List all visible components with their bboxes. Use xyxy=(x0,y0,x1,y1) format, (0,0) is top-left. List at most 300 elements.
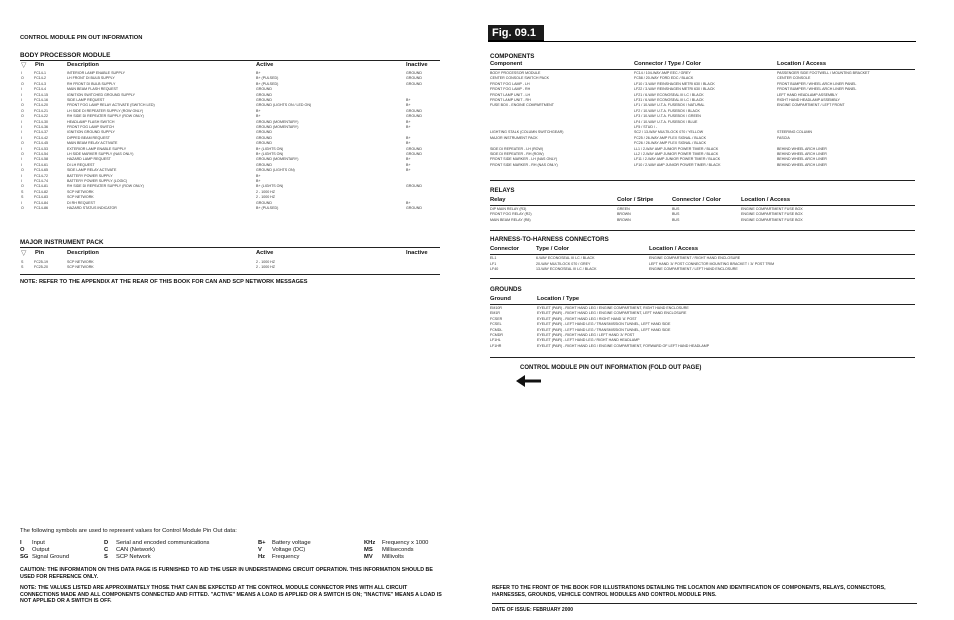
symbol-value: Frequency x 1000 xyxy=(382,540,429,546)
symbol-key: I xyxy=(20,540,22,546)
cell-desc: IGNITION GROUND SUPPLY xyxy=(67,130,115,135)
cell-c: FRONT FOG LAMP - RH xyxy=(490,87,531,92)
cell-io: S xyxy=(21,195,24,200)
cell-pin: FC14-74 xyxy=(34,179,48,183)
cell-c: BODY PROCESSOR MODULE xyxy=(490,71,541,75)
cell-t: LL1 / 2-WAY AMP JUNIOR POWER TIMER / BLACK xyxy=(634,146,719,151)
table-row xyxy=(20,93,440,98)
cell-c: FRONT SIDE MARKER - RH (NAS ONLY) xyxy=(490,162,558,167)
cell-inactive: B+ xyxy=(406,162,411,167)
symbol-key: Hz xyxy=(258,554,266,560)
table-row xyxy=(490,141,915,146)
symbol-key: KHz xyxy=(364,540,376,546)
cell-l: PASSENGER SIDE FOOTWELL / MOUNTING BRACKET xyxy=(777,71,870,75)
cell-desc: MAIN BEAM RELAY ACTIVATE xyxy=(67,141,118,146)
cell-io: I xyxy=(21,173,22,178)
cell-inactive: B+ xyxy=(406,135,411,140)
cell-inactive: B+ xyxy=(406,200,411,205)
harness-title: HARNESS-TO-HARNESS CONNECTORS xyxy=(490,236,609,243)
cell-pin: FC14-15 xyxy=(34,92,48,97)
cell-t: LF31 / 6-WAY ECONOSEAL III LC / BLACK xyxy=(634,98,704,102)
cell-s: BROWN xyxy=(617,217,631,222)
table-row xyxy=(490,120,915,125)
cell-l: FRONT BUMPER / WHEEL ARCH LINER PANEL xyxy=(777,81,857,86)
cell-desc: SIDE LAMP RELAY ACTIVATE xyxy=(67,168,117,173)
cell-c: LIGHTING STALK (COLUMN SWITCHGEAR) xyxy=(490,130,564,135)
table-row xyxy=(490,344,915,349)
cell-l: ENGINE COMPARTMENT / LEFT HAND ENCLOSURE xyxy=(649,267,738,272)
cell-pin: FC14-45 xyxy=(34,141,48,146)
cell-l: BEHIND WHEEL ARCH LINER xyxy=(777,162,827,167)
cell-pin: FC14-42 xyxy=(34,135,48,140)
col-color: Color / Stripe xyxy=(617,197,654,203)
table-row xyxy=(490,157,915,162)
cell-r: DIP MAIN RELAY (R3) xyxy=(490,207,527,211)
cell-c: LF40 xyxy=(490,267,499,272)
cell-io: I xyxy=(21,119,22,124)
grounds-title: GROUNDS xyxy=(490,286,522,293)
cell-active: 2 - 1000 HZ xyxy=(256,260,275,264)
cell-t: LF10 / 3-WAY REINSHAGEN METRI 630 / BLACK xyxy=(634,81,715,86)
cell-active: B+ xyxy=(256,71,261,75)
col-location: Location / Access xyxy=(777,61,827,67)
cell-g: EM1R xyxy=(490,311,500,316)
cell-l: EYELET (PAIR) - RIGHT HAND LEG / LEFT HAND 'A' POST xyxy=(537,333,635,337)
cell-inactive: GROUND xyxy=(406,184,422,189)
table-row xyxy=(490,328,915,333)
harness-table xyxy=(490,256,915,274)
cell-inactive: B+ xyxy=(406,125,411,129)
cell-l: EYELET (PAIR) - RIGHT HAND LEG / ENGINE COMPARTMENT, RIGHT HAND ENCLOSURE xyxy=(537,306,689,310)
cell-desc: FRONT FOG LAMP RELAY ACTIVATE (SWITCH LED) xyxy=(67,103,155,108)
cell-t: 13-WAY ECONOSEAL III LC / BLACK xyxy=(536,267,597,272)
symbol-key: B+ xyxy=(258,540,266,546)
table-row xyxy=(490,130,915,135)
cell-c: BUS xyxy=(672,212,680,217)
table-row xyxy=(490,103,915,108)
cell-active: B+ (LIGHTS ON) xyxy=(256,184,284,189)
col-ground: Ground xyxy=(490,296,511,302)
components-header xyxy=(490,61,915,69)
mip-header xyxy=(20,250,440,258)
cell-desc: MAIN BEAM FLASH REQUEST xyxy=(67,87,119,92)
symbol-value: Signal Ground xyxy=(32,554,70,560)
cell-c: FRONT FOG LAMP - LH xyxy=(490,81,530,86)
table-row xyxy=(20,130,440,135)
bpm-header xyxy=(20,62,440,70)
cell-io: I xyxy=(21,162,22,167)
cell-inactive: B+ xyxy=(406,119,411,124)
symbols-intro: The following symbols are used to represent values for Control Module Pin Out data: xyxy=(20,528,237,534)
table-row xyxy=(490,218,915,223)
cell-pin: FC14-82 xyxy=(34,189,48,194)
symbol-value: Voltage (DC) xyxy=(272,547,306,553)
cell-inactive: GROUND xyxy=(406,81,422,86)
cell-active: B+ xyxy=(256,114,261,119)
cell-pin: FC14-83 xyxy=(34,195,48,200)
cell-active: GROUND xyxy=(256,130,272,135)
cell-active: GROUND (MOMENTARY) xyxy=(256,125,299,129)
table-row xyxy=(490,256,915,261)
table-row xyxy=(490,147,915,152)
col-active: Active xyxy=(256,250,274,256)
cell-l: EYELET (PAIR) - RIGHT HAND LEG / ENGINE COMPARTMENT, LEFT HAND ENCLOSURE xyxy=(537,311,687,316)
col-type: Type / Color xyxy=(536,246,570,252)
cell-pin: FC14-4 xyxy=(34,87,46,92)
page-title: CONTROL MODULE PIN OUT INFORMATION xyxy=(20,35,143,41)
col-connector: Connector / Color xyxy=(672,197,721,203)
cell-g: FCSEL xyxy=(490,322,502,327)
cell-active: GROUND (LIGHTS ON) xyxy=(256,168,295,173)
cell-active: 2 - 1000 HZ xyxy=(256,189,275,194)
foldout-title: CONTROL MODULE PIN OUT INFORMATION (FOLD OUT PAGE) xyxy=(520,365,702,371)
cell-l: EYELET (PAIR) - RIGHT HAND LEG / ENGINE COMPARTMENT, FORWARD OF LEFT HAND HEADLAMP xyxy=(537,343,710,348)
cell-l: LEFT HAND 'A' POST CONNECTOR MOUNTING BRACKET / 'A' POST TRIM xyxy=(649,261,775,266)
cell-active: 2 - 1000 HZ xyxy=(256,265,275,270)
cell-io: O xyxy=(21,114,24,119)
cell-active: 2 - 1000 HZ xyxy=(256,195,275,200)
cell-l: BEHIND WHEEL ARCH LINER xyxy=(777,152,827,156)
cell-l: ENGINE COMPARTMENT / RIGHT HAND ENCLOSURE xyxy=(649,256,741,260)
table-row xyxy=(20,87,440,92)
cell-l: LEFT HAND HEADLAMP ASSEMBLY xyxy=(777,92,838,97)
table-row xyxy=(20,195,440,200)
cell-l: ENGINE COMPARTMENT FUSE BOX xyxy=(741,207,803,211)
cell-inactive: GROUND xyxy=(406,71,422,75)
cell-pin: FC14-3 xyxy=(34,81,46,86)
symbol-value: Millivolts xyxy=(382,554,404,560)
cell-c: SIDE DI REPEATER - RH (ROW) xyxy=(490,152,544,156)
cell-r: FRONT FOG RELAY (R2) xyxy=(490,212,532,217)
cell-io: S xyxy=(21,260,24,264)
cell-inactive: B+ xyxy=(406,103,411,108)
table-row xyxy=(490,338,915,343)
cell-inactive: B+ xyxy=(406,141,411,146)
cell-c: MAJOR INSTRUMENT PACK xyxy=(490,135,538,140)
col-description: Description xyxy=(67,62,99,68)
cell-l: EYELET (PAIR) - RIGHT HAND LEG / RIGHT HAND 'A' POST xyxy=(537,316,637,321)
symbol-key: S xyxy=(104,554,108,560)
table-row xyxy=(490,262,915,267)
cell-t: LF11 / 2-WAY AMP JUNIOR POWER TIMER / BLACK xyxy=(634,157,721,162)
harness-header xyxy=(490,246,915,254)
cell-c: CENTER CONSOLE SWITCH PACK xyxy=(490,76,550,81)
cell-l: CENTER CONSOLE xyxy=(777,76,811,81)
cell-io: I xyxy=(21,125,22,129)
cell-pin: FC14-65 xyxy=(34,168,48,173)
cell-pin: FC14-16 xyxy=(34,98,48,102)
symbol-key: MS xyxy=(364,547,373,553)
symbol-key: MV xyxy=(364,554,373,560)
cell-l: EYELET (PAIR) - LEFT HAND LEG / TRANSMISSION TUNNEL, LEFT HAND SIDE xyxy=(537,322,671,327)
table-row xyxy=(20,174,440,179)
cell-active: GROUND xyxy=(256,135,272,140)
cell-g: EM10R xyxy=(490,306,502,310)
cell-pin: FC14-54 xyxy=(34,152,48,156)
cell-io: O xyxy=(21,184,24,189)
cell-c: LF1 xyxy=(490,261,497,266)
cell-io: I xyxy=(21,157,22,162)
cell-inactive: GROUND xyxy=(406,108,422,113)
cell-t: LL2 / 2-WAY AMP JUNIOR POWER TIMER / BLACK xyxy=(634,152,719,156)
symbol-value: Milliseconds xyxy=(382,547,414,553)
cell-g: LF1HL xyxy=(490,338,501,343)
cell-desc: BATTERY POWER SUPPLY xyxy=(67,173,113,178)
cell-l: BEHIND WHEEL ARCH LINER xyxy=(777,157,827,162)
cell-io: O xyxy=(21,206,24,210)
relays-title: RELAYS xyxy=(490,187,515,194)
col-inactive: Inactive xyxy=(406,62,428,68)
cell-g: FCMDR xyxy=(490,333,503,337)
caution-note: CAUTION: THE INFORMATION ON THIS DATA PAGE IS FURNISHED TO AID THE USER IN UNDERSTANDING CIRCUIT OPERATION. THIS INFORMATION SHOULD BE USED FOR REFERENCE ONLY. xyxy=(20,567,433,580)
symbol-value: CAN (Network) xyxy=(116,547,155,553)
relays-header xyxy=(490,197,915,205)
cell-g: FCMDL xyxy=(490,327,503,332)
table-row xyxy=(20,157,440,162)
col-active: Active xyxy=(256,62,274,68)
col-inactive: Inactive xyxy=(406,250,428,256)
cell-io: S xyxy=(21,265,24,270)
cell-c: BUS xyxy=(672,217,680,222)
cell-desc: HAZARD LAMP REQUEST xyxy=(67,157,111,162)
cell-g: FCSER xyxy=(490,316,503,321)
cell-t: FC58 / 20-WAY FORD EDC / BLACK xyxy=(634,76,694,81)
cell-active: B+ xyxy=(256,179,261,183)
back-arrow-icon[interactable] xyxy=(516,374,542,386)
cell-active: B+ xyxy=(256,108,261,113)
date-of-issue: DATE OF ISSUE: FEBRUARY 2000 xyxy=(492,607,574,613)
cell-io: I xyxy=(21,92,22,97)
cell-io: I xyxy=(21,200,22,205)
cell-desc: INTERIOR LAMP ENABLE SUPPLY xyxy=(67,71,125,75)
cell-desc: DI RH REQUEST xyxy=(67,200,96,205)
cell-pin: FC14-22 xyxy=(34,114,48,119)
cell-io: O xyxy=(21,141,24,146)
cell-active: B+ (LIGHTS ON) xyxy=(256,146,284,151)
cell-pin: FC14-21 xyxy=(34,108,48,113)
io-marker-icon: ▽ xyxy=(21,62,27,69)
table-row xyxy=(490,163,915,168)
cell-c: BUS xyxy=(672,207,680,211)
table-row xyxy=(20,103,440,108)
table-row xyxy=(20,76,440,81)
relays-table xyxy=(490,207,915,225)
col-location: Location / Access xyxy=(741,197,791,203)
cell-active: GROUND xyxy=(256,87,272,92)
refer-note: REFER TO THE FRONT OF THE BOOK FOR ILLUSTRATIONS DETAILING THE LOCATION AND IDENTIFICATION OF COMPONENTS, RELAYS, CONNECTORS, HARNESSES, GROUNDS, VEHICLE CONTROL MODULES AND CONTROL MODULE PINS. xyxy=(492,585,886,598)
cell-desc: DI LH REQUEST xyxy=(67,162,95,167)
table-row xyxy=(490,114,915,119)
symbol-value: Frequency xyxy=(272,554,300,560)
figure-label xyxy=(488,25,544,42)
cell-desc: HAZARD STATUS INDICATOR xyxy=(67,206,117,210)
col-component: Component xyxy=(490,61,523,67)
cell-t: LF22 / 3-WAY REINSHAGEN METRI 630 / BLACK xyxy=(634,87,715,92)
cell-active: B+ (PULSED) xyxy=(256,206,279,210)
network-note: NOTE: REFER TO THE APPENDIX AT THE REAR OF THIS BOOK FOR CAN AND SCP NETWORK MESSAGES xyxy=(20,279,308,285)
cell-active: GROUND xyxy=(256,141,272,146)
table-row xyxy=(20,168,440,173)
cell-l: RIGHT HAND HEADLAMP ASSEMBLY xyxy=(777,98,840,102)
cell-inactive: B+ xyxy=(406,168,411,173)
table-row xyxy=(490,322,915,327)
symbol-value: Serial and encoded communications xyxy=(116,540,210,546)
cell-pin: FC14-36 xyxy=(34,125,48,129)
cell-io: I xyxy=(21,179,22,183)
table-row xyxy=(490,267,915,272)
cell-active: GROUND xyxy=(256,98,272,102)
io-marker-icon: ▽ xyxy=(21,250,27,257)
cell-active: B+ xyxy=(256,173,261,178)
symbol-key: SG xyxy=(20,554,29,560)
cell-desc: BATTERY POWER SUPPLY (LOGIC) xyxy=(67,179,128,183)
cell-desc: LH SIDE DI REPEATER SUPPLY (ROW ONLY) xyxy=(67,108,144,113)
figure-label-text: Fig. 09.1 xyxy=(492,27,537,39)
cell-c: SIDE DI REPEATER - LH (ROW) xyxy=(490,146,544,151)
cell-active: GROUND xyxy=(256,92,272,97)
cell-t: LF4 / 10-WAY U.T.A. FUSEBOX / BLUE xyxy=(634,119,698,124)
col-location: Location / Type xyxy=(537,296,580,302)
cell-l: ENGINE COMPARTMENT FUSE BOX xyxy=(741,217,803,222)
symbol-value: Input xyxy=(32,540,45,546)
cell-pin: FC14-20 xyxy=(34,103,48,108)
cell-active: B+ (PULSED) xyxy=(256,81,279,86)
col-pin: Pin xyxy=(35,62,45,68)
cell-pin: FC14-2 xyxy=(34,76,46,81)
cell-inactive: GROUND xyxy=(406,114,422,119)
table-row xyxy=(20,201,440,206)
cell-desc: FRONT FOG LAMP SWITCH xyxy=(67,125,114,129)
cell-pin: FC14-30 xyxy=(34,119,48,124)
cell-desc: RH SIDE DI REPEATER SUPPLY (ROW ONLY) xyxy=(67,114,144,119)
cell-active: B+ (PULSED) xyxy=(256,76,279,81)
cell-io: O xyxy=(21,168,24,173)
cell-desc: EXTERIOR LAMP ENABLE SUPPLY xyxy=(67,146,127,151)
table-row xyxy=(20,114,440,119)
table-row xyxy=(20,206,440,211)
symbol-key: V xyxy=(258,547,262,553)
cell-pin: FC14-84 xyxy=(34,200,48,205)
bpm-table xyxy=(20,71,440,211)
cell-io: O xyxy=(21,108,24,113)
cell-active: GROUND (MOMENTARY) xyxy=(256,157,299,162)
cell-l: EYELET (PAIR) - LEFT HAND LEG / TRANSMISSION TUNNEL, LEFT HAND SIDE xyxy=(537,327,671,332)
cell-g: LF1HR xyxy=(490,343,502,348)
symbol-value: SCP Network xyxy=(116,554,151,560)
cell-desc: DIPPED BEAM REQUEST xyxy=(67,135,110,140)
values-note: NOTE: THE VALUES LISTED ARE APPROXIMATELY THOSE THAT CAN BE EXPECTED AT THE CONTROL MODULE CONNECTOR PINS WITH ALL CIRCUIT CONNECTIONS MADE AND ALL COMPONENTS CONNECTED AND FITTED. "ACTIVE" MEANS A LOAD IS APPLIED OR A SWITCH IS ON; "INACTIVE" MEANS A LOAD IS NOT APPLIED OR A SWITCH IS OFF. xyxy=(20,585,442,605)
symbol-value: Battery voltage xyxy=(272,540,311,546)
cell-c: FRONT LAMP UNIT - RH xyxy=(490,98,531,102)
cell-io: I xyxy=(21,98,22,102)
cell-io: O xyxy=(21,81,24,86)
mip-title: MAJOR INSTRUMENT PACK xyxy=(20,239,104,246)
cell-desc: SCP NETWORK xyxy=(67,189,94,194)
symbol-key: O xyxy=(20,547,25,553)
cell-t: 6-WAY ECONOSEAL III LC / BLACK xyxy=(536,256,595,260)
table-row xyxy=(490,311,915,316)
table-row xyxy=(490,87,915,92)
cell-active: GROUND xyxy=(256,162,272,167)
cell-inactive: B+ xyxy=(406,157,411,162)
col-pin: Pin xyxy=(35,250,45,256)
col-connector: Connector xyxy=(490,246,519,252)
cell-desc: RH FRONT DI BULB SUPPLY xyxy=(67,81,116,86)
cell-pin: FC14-1 xyxy=(34,71,46,75)
cell-desc: LH SIDE MARKER SUPPLY (NAS ONLY) xyxy=(67,152,134,156)
cell-inactive: B+ xyxy=(406,98,411,102)
cell-s: GREEN xyxy=(617,207,630,211)
cell-l: STEERING COLUMN xyxy=(777,130,812,135)
table-row xyxy=(20,184,440,189)
cell-l: ENGINE COMPARTMENT FUSE BOX xyxy=(741,212,803,217)
cell-c: EL1 xyxy=(490,256,497,260)
table-row xyxy=(490,93,915,98)
cell-active: GROUND xyxy=(256,200,272,205)
cell-pin: FC14-61 xyxy=(34,162,48,167)
col-relay: Relay xyxy=(490,197,506,203)
cell-desc: SCP NETWORK xyxy=(67,195,94,200)
cell-t: LF3 / 10-WAY U.T.A. FUSEBOX / GREEN xyxy=(634,114,701,119)
cell-t: FC25 / 26-WAY AMP FLEX SIGNAL / BLACK xyxy=(634,135,707,140)
cell-inactive: GROUND xyxy=(406,146,422,151)
cell-io: I xyxy=(21,146,22,151)
cell-c: FRONT SIDE MARKER - LH (NAS ONLY) xyxy=(490,157,558,162)
cell-io: I xyxy=(21,87,22,92)
grounds-table xyxy=(490,306,915,352)
table-row xyxy=(20,147,440,152)
mip-table xyxy=(20,260,440,272)
cell-io: I xyxy=(21,135,22,140)
cell-c: FUSE BOX - ENGINE COMPARTMENT xyxy=(490,103,554,108)
cell-desc: RH SIDE DI REPEATER SUPPLY (ROW ONLY) xyxy=(67,184,144,189)
col-location: Location / Access xyxy=(649,246,699,252)
cell-t: LF5 / STUD / - xyxy=(634,125,658,129)
col-connector: Connector / Type / Color xyxy=(634,61,701,67)
cell-pin: FC14-58 xyxy=(34,157,48,162)
cell-c: FRONT LAMP UNIT - LH xyxy=(490,92,531,97)
cell-active: GROUND (MOMENTARY) xyxy=(256,119,299,124)
bpm-title: BODY PROCESSOR MODULE xyxy=(20,52,111,59)
table-row xyxy=(490,212,915,217)
table-row xyxy=(20,120,440,125)
cell-t: LF1 / 10-WAY U.T.A. FUSEBOX / NATURAL xyxy=(634,103,705,108)
cell-inactive: GROUND xyxy=(406,76,422,81)
cell-t: LF2 / 10-WAY U.T.A. FUSEBOX / BLACK xyxy=(634,108,700,113)
table-row xyxy=(490,76,915,81)
cell-t: FC26 / 26-WAY AMP FLEX SIGNAL / BLACK xyxy=(634,141,707,146)
cell-s: BROWN xyxy=(617,212,631,217)
cell-l: FASCIA xyxy=(777,135,790,140)
cell-inactive: GROUND xyxy=(406,206,422,210)
cell-io: O xyxy=(21,103,24,108)
table-row xyxy=(20,141,440,146)
components-table xyxy=(490,71,915,181)
cell-l: BEHIND WHEEL ARCH LINER xyxy=(777,146,827,151)
cell-l: FRONT BUMPER / WHEEL ARCH LINER PANEL xyxy=(777,87,857,92)
cell-t: FC14 / 104-WAY AMP EEC / GREY xyxy=(634,71,691,75)
cell-pin: FC25-19 xyxy=(34,260,48,264)
grounds-header xyxy=(490,296,915,304)
cell-pin: FC14-72 xyxy=(34,173,48,178)
cell-desc: HEADLAMP FLASH SWITCH xyxy=(67,119,115,124)
cell-io: O xyxy=(21,76,24,81)
cell-l: ENGINE COMPARTMENT / LEFT FRONT xyxy=(777,103,845,108)
cell-active: B+ (LIGHTS ON) xyxy=(256,152,284,156)
cell-pin: FC25-20 xyxy=(34,265,48,270)
cell-pin: FC14-81 xyxy=(34,184,48,189)
components-title: COMPONENTS xyxy=(490,53,535,60)
